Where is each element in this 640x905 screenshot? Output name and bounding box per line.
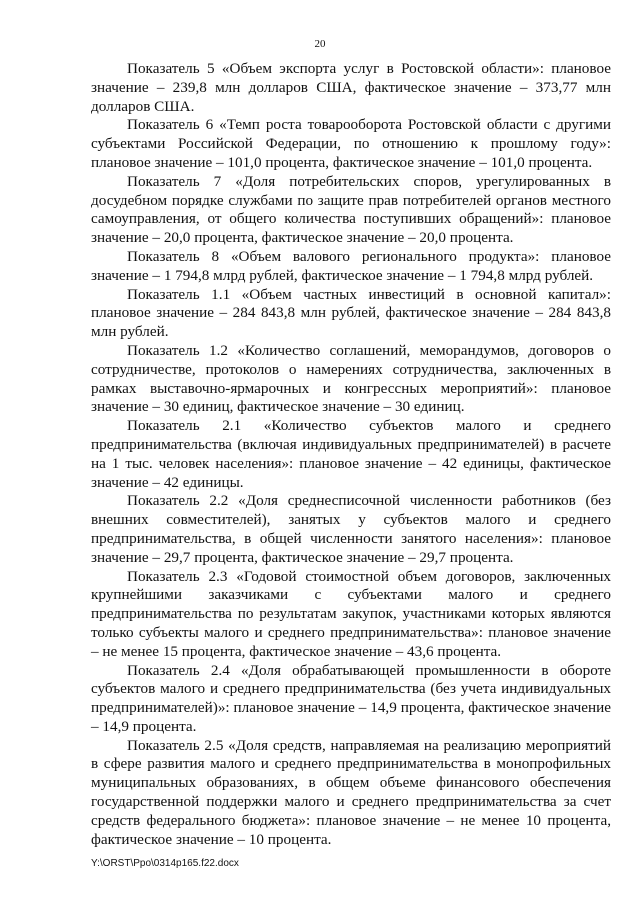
- paragraph-indicator-7: Показатель 7 «Доля потребительских споров, урегулированных в досудебном порядке службами по защите прав потребителей органов местного самоуправления, от общего количества поступивших обращений»: плановое значение – 20,0 процента, фактическое значение – 20,0 процента.: [91, 172, 611, 247]
- paragraph-indicator-5: Показатель 5 «Объем экспорта услуг в Ростовской области»: плановое значение – 239,8 млн долларов США, фактическое значение – 373,77 млн долларов США.: [91, 60, 611, 115]
- paragraph-indicator-2-2: Показатель 2.2 «Доля среднесписочной численности работников (без внешних совместителей), занятых у субъектов малого и среднего предпринимательства, в общей численности занятого населения»: плановое значение – 29,7 процента, фактическое значение – 29,7 процента.: [91, 492, 611, 566]
- paragraph-indicator-2-3: Показатель 2.3 «Годовой стоимостной объем договоров, заключенных крупнейшими заказчиками с субъектами малого и среднего предпринимательства по результатам закупок, участниками которых являются только субъекты малого и среднего предпринимательства»: плановое значение – не менее 15 процента, фактическое значение – 43,6 процента.: [91, 567, 611, 660]
- paragraph-indicator-2-1: Показатель 2.1 «Количество субъектов малого и среднего предпринимательства (включая индивидуальных предпринимателей) в расчете на 1 тыс. человек населения»: плановое значение – 42 единицы, фактическое значение – 42 единицы.: [91, 417, 611, 491]
- paragraph-indicator-1-2: Показатель 1.2 «Количество соглашений, меморандумов, договоров о сотрудничестве, протоколов о намерениях сотрудничества, заключенных в рамках выставочно-ярмарочных и конгрессных мероприятий»: плановое значение – 30 единиц, фактическое значение – 30 единиц.: [91, 341, 611, 416]
- document-body: [91, 60, 611, 849]
- paragraph-indicator-1-1: Показатель 1.1 «Объем частных инвестиций в основной капитал»: плановое значение – 284 843,8 млн рублей, фактическое значение – 284 843,8 млн рублей.: [91, 285, 611, 341]
- paragraph-indicator-2-5: Показатель 2.5 «Доля средств, направляемая на реализацию мероприятий в сфере развития малого и среднего предпринимательства в монопрофильных муниципальных образованиях, в общем объеме финансового обеспечения государственной поддержки малого и среднего предпринимательства за счет средств федерального бюджета»: плановое значение – не менее 10 процента, фактическое значение – 10 процента.: [91, 736, 611, 848]
- footer-file-path: Y:\ORST\Ppo\0314p165.f22.docx: [91, 858, 239, 869]
- page-number: 20: [314, 38, 326, 50]
- paragraph-indicator-8: Показатель 8 «Объем валового регионального продукта»: плановое значение – 1 794,8 млрд рублей, фактическое значение – 1 794,8 млрд рублей.: [91, 247, 611, 284]
- paragraph-indicator-2-4: Показатель 2.4 «Доля обрабатывающей промышленности в обороте субъектов малого и среднего предпринимательства (без учета индивидуальных предпринимателей)»: плановое значение – 14,9 процента, фактическое значение – 14,9 процента.: [91, 661, 611, 735]
- paragraph-indicator-6: Показатель 6 «Темп роста товарооборота Ростовской области с другими субъектами Российской Федерации, по отношению к прошлому году»: плановое значение – 101,0 процента, фактическое значение – 101,0 процента.: [91, 116, 611, 171]
